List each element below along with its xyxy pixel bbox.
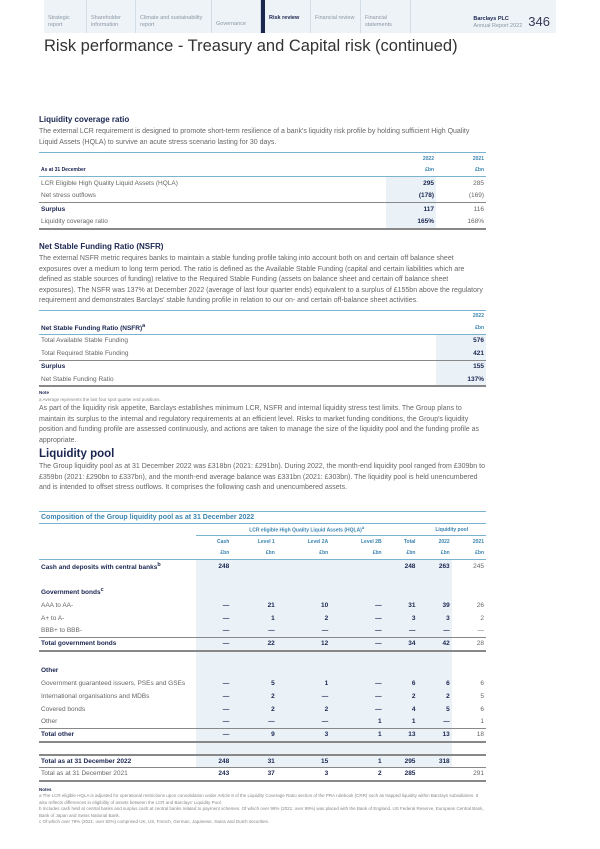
nav-financial-review[interactable]: Financial review	[311, 0, 361, 33]
table-row: Total as at 31 December 2021 243 37 3 2 285 291	[39, 768, 486, 781]
table-row: Liquidity coverage ratio 165% 168%	[39, 216, 486, 229]
brand-name: Barclays PLC	[473, 16, 509, 22]
pool-notes: Notes a The LCR eligible HQLA is adjusted for operational restrictions upon consolidation under Article 8 of the Liquidity Coverage Ratio section of the PRA rulebook (CRR) such as trapped liquidity within Barclays subsidiaries. It also reflects differences in eligibility of assets between the LCR and Barclays' Liquidity Pool. b Includes cash held at central banks and surplus cash at central banks related to payment schemes. Of which over 99% (2021: over 99%) was placed with the Bank of England, US Federal Reserve, European Central Bank, Bank of Japan and Swiss National Bank. c Of which over 79% (2021: over 82%) comprised UK, US, French, German, Japanese, Swiss and Dutch securities.	[39, 786, 484, 824]
nav-shareholder-information[interactable]: Shareholder information	[87, 0, 136, 33]
appetite-paragraph: As part of the liquidity risk appetite, Barclays establishes minimum LCR, NSFR and internal liquidity stress test limits. The Group plans to maintain its surplus to the internal and regulatory requirements at an efficient level. Risks to market funding conditions, the Group's liquidity position and funding profile are assessed continuously, and actions are taken to manage the size of the liquidity pool and the funding profile as appropriate.	[39, 405, 479, 444]
table-row: Total government bonds — 22 12 — 34 42 28	[39, 638, 486, 651]
nav-strategic-report[interactable]: Strategic report	[44, 0, 87, 33]
table-row: Government guaranteed issuers, PSEs and GSEs — 5 1 — 6 6 6	[39, 677, 486, 690]
table-row: Covered bonds — 2 2 — 4 5 6	[39, 703, 486, 716]
table-row: Total Available Stable Funding 576	[39, 334, 486, 347]
table-row: AAA to AA- — 21 10 — 31 39 26	[39, 599, 486, 612]
liquidity-pool-heading: Liquidity pool	[39, 448, 115, 460]
table-row: BBB+ to BBB- — — — — — — —	[39, 625, 486, 638]
nav-governance[interactable]: Governance	[212, 0, 261, 33]
pool-table-section	[39, 511, 486, 826]
nsfr-section: Net Stable Funding Ratio (NSFR) The external NSFR metric requires banks to maintain a stable funding profile taking into account both on and certain off balance sheet exposures over a medium to long term period. The ratio is defined as the Available Stable Funding (capital and certain liabilities which are defined as stable sources of funding) relative to the Required Stable Funding (assets on balance sheet and certain off balance sheet exposures). The NSFR was 137% at December 2022 (average of last four quarter ends) equivalent to a surplus of £155bn above the regulatory requirement and demonstrates Barclays' stable funding profile in relation to our on- and certain off-balance sheet activities. 2022 Net Stable Funding Ratio (NSFR)$^a$ £bn Total Available Stable Funding 576 Total Required Stable Funding 421 Surplus 155 Net Stable Funding Ratio 137% Note a Average represents the last four spot quarter end positions. As part of the liquidity risk appetite, Barclays establishes minimum LCR, NSFR and internal liquidity stress test limits. The Group plans to maintain its surplus to the internal and regulatory requirements at an efficient level. Risks to market funding conditions, the Group's liquidity position and funding profile are assessed continuously, and actions are taken to manage the size of the liquidity pool and the funding profile as appropriate. Liquidity pool The Group liquidity pool as at 31 December 2022 was £318bn (2021: £291bn). During 2022, the month-end liquidity pool ranged from £309bn to £359bn (2021: £290bn to £337bn), and the month-end average balance was £331bn (2021: £303bn). The liquidity pool is held unencumbered and is intended to offset stress outflows. It comprises the following cash and unencumbered assets.	[39, 242, 486, 494]
table-row: Other — — — 1 1 — 1	[39, 716, 486, 729]
table-row: Total Required Stable Funding 421	[39, 347, 486, 360]
table-row: Total as at 31 December 2022 248 31 15 1 295 318	[39, 755, 486, 768]
nsfr-body: The external NSFR metric requires banks to maintain a stable funding profile taking into account both on and certain off balance sheet exposures over a medium to long term period. The ratio is defined as the Available Stable Funding (capital and certain liabilities which are defined as stable sources of funding) relative to the Required Stable Funding (assets on balance sheet and certain off balance sheet exposures). The NSFR was 137% at December 2022 (average of last four quarter ends) equivalent to a surplus of £155bn above the regulatory requirement and demonstrates Barclays' stable funding profile in relation to our on- and certain off-balance sheet activities.	[39, 255, 483, 304]
table-row: Cash and deposits with central banks$^b$ 248 248 263 245	[39, 560, 486, 573]
lcr-body: The external LCR requirement is designed to promote short-term resilience of a bank's liquidity risk profile by holding sufficient High Quality Liquid Assets (HQLA) to survive an acute stress scenario lasting for 30 days.	[39, 128, 470, 146]
liquidity-pool-body: The Group liquidity pool as at 31 December 2022 was £318bn (2021: £291bn). During 2022, the month-end liquidity pool ranged from £309bn to £359bn (2021: £290bn to £337bn), and the month-end average balance was £331bn (2021: £303bn). The liquidity pool is held unencumbered and is intended to offset stress outflows. It comprises the following cash and unencumbered assets.	[39, 463, 485, 491]
table-row: International organisations and MDBs — 2 — — 2 2 5	[39, 690, 486, 703]
table-row: Surplus 117 116	[39, 203, 486, 216]
page-title: Risk performance - Treasury and Capital risk (continued)	[44, 37, 458, 55]
nav-financial-statements[interactable]: Financial statements	[361, 0, 411, 33]
lcr-section	[39, 115, 486, 230]
lcr-table: 2022 2021 As at 31 December £bn £bn LCR Eligible High Quality Liquid Assets (HQLA) 295 285 Net stress outflows (178) (169) Surplus 117 116 Liquidity coverage ratio 165% 168%	[39, 152, 486, 230]
nav-risk-review[interactable]: Risk review	[261, 0, 311, 33]
nsfr-heading: Net Stable Funding Ratio (NSFR)	[39, 242, 164, 251]
table-row: Surplus 155	[39, 360, 486, 373]
table-row: LCR Eligible High Quality Liquid Assets (HQLA) 295 285	[39, 177, 486, 190]
section-nav	[44, 0, 556, 33]
page-number: 346	[528, 14, 550, 29]
table-row: Total other — 9 3 1 13 13 18	[39, 729, 486, 742]
table-row: Net Stable Funding Ratio 137%	[39, 373, 486, 386]
table-row: Net stress outflows (178) (169)	[39, 190, 486, 203]
nav-climate-sustainability[interactable]: Climate and sustainability report	[136, 0, 212, 33]
liquidity-pool-table: Composition of the Group liquidity pool as at 31 December 2022 LCR eligible High Quality Liquid Assets (HQLA)$^a$ Liquidity pool Cash Level 1 Level 2A Level 2B Total 2022 2021 £bn £bn £bn £bn £bn £bn £bn Cash and deposits with central banks$^b$ 248 248 263 245 Government bonds$^c$ AAA to AA- — 21 10 — 31 39 26 A+ to A- — 1 2 — 3 3 2 BBB+ to BBB- — — — — — — — Total government bonds — 22 12 — 34 42 28 Other Government guaranteed issuers, PSEs and GSEs — 5 1 — 6 6 6 International organisations and MDBs — 2 — — 2 2 5 Covered bonds — 2 2 — 4 5 6 Other — — — 1 1 — 1 Total other — 9 3 1 13 13 18 Total as at 31 December 2022 248 31 15 1 295 318 Total as at 31 December 2021 243 37 3 2 285 291	[39, 511, 486, 782]
report-name: Annual Report 2022	[473, 23, 523, 29]
lcr-heading: Liquidity coverage ratio	[39, 115, 130, 124]
table-row: A+ to A- — 1 2 — 3 3 2	[39, 612, 486, 625]
nsfr-table: 2022 Net Stable Funding Ratio (NSFR)$^a$ £bn Total Available Stable Funding 576 Total Required Stable Funding 421 Surplus 155 Net Stable Funding Ratio 137%	[39, 310, 486, 388]
brand-block	[473, 0, 556, 33]
